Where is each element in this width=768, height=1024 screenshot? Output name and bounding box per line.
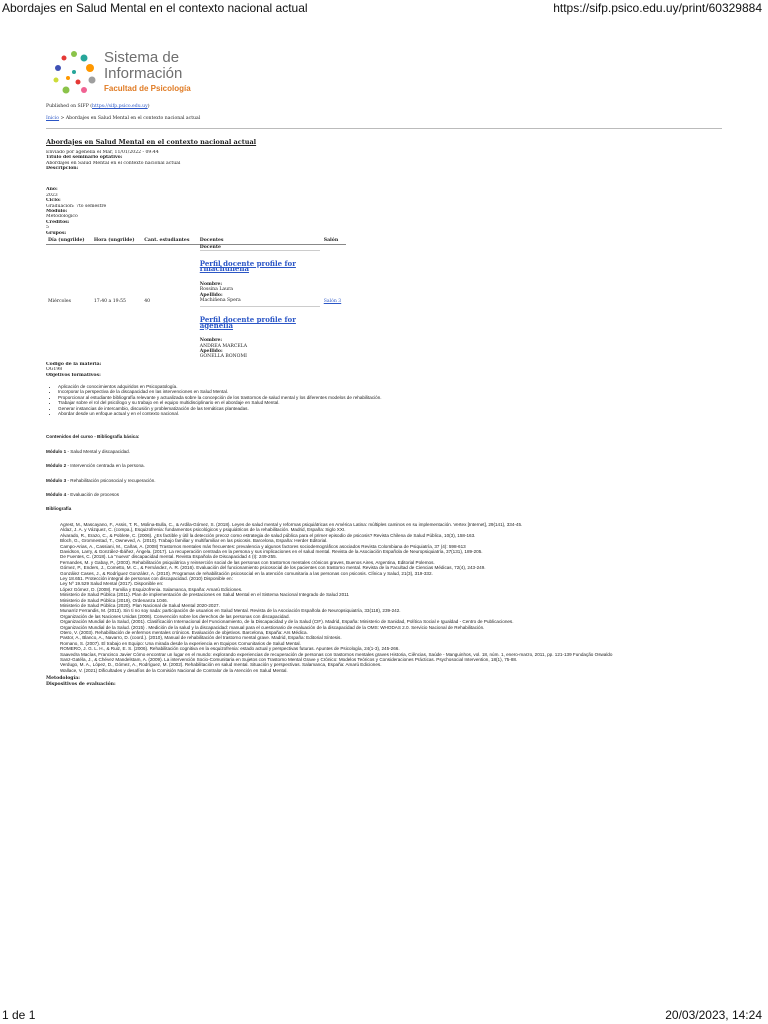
bibliografia-item: 9. Gómez, P., Enders, J., Cometto, M. C., & Fernández, A. R. (2016). Evaluación del funcionamiento psicosocial de los pacientes con trastorno mental. Revista de la Facultad de Ciencias Médicas, 72(4), 243-249. xyxy=(60,565,722,570)
cell-docentes xyxy=(198,244,322,360)
modulo-3 xyxy=(46,478,722,483)
bibliografia-item: 21. Otero, V. (2003). Rehabilitación de enfermos mentales crónicos. Evaluación de objetivos. Barcelona, España: Ars Médica. xyxy=(60,630,722,635)
breadcrumb-home-link[interactable]: Inicio xyxy=(46,116,60,122)
print-page-title: Abordajes en Salud Mental en el contexto nacional actual xyxy=(2,1,308,15)
print-header xyxy=(0,0,768,18)
logo-dot xyxy=(76,80,81,85)
creditos-label: Créditos: xyxy=(46,219,70,225)
bibliografia-label: Bibliografía xyxy=(46,506,72,512)
modulo-1 xyxy=(46,449,722,454)
modulo-3-key: Módulo 3 xyxy=(46,477,67,483)
metodologia-label: Metodología: xyxy=(46,676,80,682)
codigo-label: Código de la materia: xyxy=(46,361,102,367)
modulo-value: Metodológico xyxy=(46,214,78,220)
bibliografia-item: 18. Organización de las Naciones Unidas (2006). Convención sobre los derechos de las personas con discapacidad. xyxy=(60,614,722,619)
logo-dots-icon xyxy=(48,48,100,96)
logo-dot xyxy=(55,65,61,71)
objetivo-item: • Incorporar la perspectiva de la discapacidad en las intervenciones en Salud Mental. xyxy=(58,389,722,394)
bibliografia-list xyxy=(46,522,722,673)
logo-dot xyxy=(72,70,76,74)
salon-link[interactable]: Salón 3 xyxy=(323,299,342,305)
bibliografia-item: 28. Wallace, V. (2021) Dificultades y desafíos de la Comisión Nacional de Contralor de la Atención en Salud Mental. xyxy=(60,668,722,673)
col-hora: Hora (ungrilde) xyxy=(92,238,142,244)
modulo-1-text: - Salud Mental y discapacidad. xyxy=(66,448,131,454)
bibliografia-item: 7. De Fuentes, C. (2018). La "nueva" discapacidad mental. Revista Española de Discapacidad 4 (I): 249-255. xyxy=(60,554,722,559)
logo-line-2: Información xyxy=(104,65,183,82)
bibliografia-item: 3. Alvarado, R., Erazo, C., & Poblete, C. (2006). ¿Es factible y útil la detección precoz como estrategia de salud pública para el primer episodio de psicosis? Revista Chilena de Salud Pública, 10(3), 158-163. xyxy=(60,533,722,538)
modulo-4 xyxy=(46,492,722,497)
bibliografia-item: 4. Bloch, G., Gromnestad, T., Owneved, A. (2010). Trabajo familiar y multifamiliar en las psicosis. Barcelona, España: Herder Editorial. xyxy=(60,538,722,543)
course-title: Abordajes en Salud Mental en el contexto nacional actual xyxy=(46,137,257,146)
course-meta xyxy=(46,150,722,236)
bibliografia-item: 26. Sanz-Gatéla, J., & Chévez Mandelstam, A. (2009). La intervención Socio-Comunitaria en Sujetos con Trastorno Mental Grave y Crónico: Modelos Teóricos y Consideraciones Prácticas. Psychosocial Intervention, 18(1), 75-88. xyxy=(60,657,722,662)
metodologia-block xyxy=(46,676,722,687)
objetivo-item: • Generar instancias de intercambio, discusión y problematización de las temáticas planteadas. xyxy=(58,406,722,411)
logo-dot xyxy=(89,77,96,84)
docente-1-apellido-label: Apellido: xyxy=(199,292,223,298)
site-logo xyxy=(46,44,722,102)
bibliografia-item: 14. Ministerio de Salud Pública (2011). Plan de implementación de prestaciones en Salud Mental en el Sistema Nacional Integrado de Salud 2011 xyxy=(60,592,722,597)
logo-dot xyxy=(66,76,70,80)
contenidos xyxy=(46,434,722,511)
codigo-value: OG198 xyxy=(46,367,63,373)
modulo-2-key: Módulo 2 xyxy=(46,463,67,469)
logo-dot xyxy=(81,55,88,62)
sent-by: Enviado por agenella el Mar, 11/01/2022 - 09:44 xyxy=(46,149,159,155)
objetivos-list xyxy=(46,384,722,416)
modulo-2 xyxy=(46,463,722,468)
docente-2-nombre: ANDREA MARCELA xyxy=(199,343,248,349)
logo-line-1: Sistema de xyxy=(104,49,180,66)
divider xyxy=(46,128,722,129)
creditos-value: 5 xyxy=(46,225,49,231)
docente-1-nombre: Rossina Laura xyxy=(199,287,233,293)
logo-dot xyxy=(62,56,67,61)
ciclo-value: Graduación: 7to semestre xyxy=(46,203,107,209)
groups-table xyxy=(46,238,346,360)
docente-2-apellido-label: Apellido: xyxy=(199,348,223,354)
docente-profile-link-1[interactable]: Perfil docente profile for rmachunena xyxy=(199,258,296,274)
bibliografia-item: 12. Ley Nº 19.529 Salud Mental (2017). Disponible en: xyxy=(60,581,722,586)
docente-2-apellido: GONELLA BONOMI xyxy=(199,354,247,360)
bibliografia-item: 11. Ley 18.651. Protección integral de personas con discapacidad. (2010) Disponible en: xyxy=(60,576,722,581)
cell-hora: 17:40 a 19:55 xyxy=(93,299,126,305)
logo-line-3: Facultad de Psicología xyxy=(104,84,191,93)
logo-dot xyxy=(63,87,70,94)
objetivo-item: • Proporcionar al estudiante bibliografía relevante y actualizada sobre la concepción de los trastornos de salud mental y los diferentes modelos de rehabilitación. xyxy=(58,395,722,400)
codigo-block xyxy=(46,362,722,378)
page-number: 1 de 1 xyxy=(2,1008,36,1022)
bibliografia-item: 27. Verdugo, M. A., López, D., Gómez, A., Rodríguez, M. (2002). Rehabilitación en salud mental. Situación y perspectivas. Salamanca, España: Amarú Ediciones. xyxy=(60,662,722,667)
print-footer xyxy=(0,1006,768,1024)
descripcion-value xyxy=(46,171,722,187)
objetivo-item: • Aplicación de conocimientos adquiridos en Psicopatología. xyxy=(58,384,722,389)
objetivos-label: Objetivos formativos: xyxy=(46,372,101,378)
logo-dot xyxy=(86,64,94,72)
published-prefix: Published on SIFP ( xyxy=(46,104,93,109)
bibliografia-item: 22. Pastor, A., Blanco, A., Navarro, D. (coord.). (2010), Manual de rehabilitación del trastorno mental grave. Madrid, España: Editorial Síntesis. xyxy=(60,635,722,640)
docente-1-nombre-label: Nombre: xyxy=(199,281,223,287)
document-page xyxy=(46,44,722,1004)
docente-2-nombre-label: Nombre: xyxy=(199,338,223,344)
bibliografia-item: 23. Romano, S. (2007). El trabajo en Equipo: Una mirada desde la experiencia en Equipos Comunitarios de Salud Mental. xyxy=(60,641,722,646)
bibliografia-item: 5. Campo-Arias, A., Cassiani, M., Cañas, A. (2008) Trastornos mentales más frecuentes: prevalencia y algunos factores sociodemográficos asociados Revista Colombiana de Psiquiatría, 37 (4): 598-613 xyxy=(60,544,722,549)
published-on xyxy=(46,104,722,109)
docente-profile-link-2[interactable]: Perfil docente profile for agenella xyxy=(199,315,296,330)
breadcrumb xyxy=(46,116,722,121)
dispositivos-label: Dispositivos de evaluación: xyxy=(46,681,116,687)
cell-dia: Miércoles xyxy=(48,299,71,305)
docente-1-apellido: Machiñena Spera xyxy=(199,297,241,303)
breadcrumb-rest: > Abordajes en Salud Mental en el contexto nacional actual xyxy=(59,116,201,122)
objetivo-item: • Trabajar sobre el rol del psicólogo y su trabajo en el equipo multidisciplinario en el abordaje en Salud Mental. xyxy=(58,400,722,405)
col-salon: Salón xyxy=(322,238,346,244)
titulo-label: Título del seminario optativo: xyxy=(46,155,123,161)
bibliografia-item: 20. Organización Mundial de la Salud. (2015) . Medición de la salud y la discapacidad: manual para el cuestionario de evaluación de la discapacidad de la OMS: WHODAS 2.0. Servicio Nacional de Rehabilitación. xyxy=(60,625,722,630)
bibliografia-item: 10. González Cases, J., & Rodríguez González, A. (2010). Programas de rehabilitación psicosocial en la atención comunitaria a las personas con psicosis. Clínica y Salud, 21(3), 319-332. xyxy=(60,571,722,576)
modulo-4-text: - Evaluación de procesos xyxy=(66,492,120,498)
bibliografia-item: 19. Organización Mundial de la Salud, (2001). Clasificación Internacional del Funcionamiento, de la Discapacidad y de la Salud (CIF). Madrid, España: Ministerio de Sanidad, Política Social e Igualdad - Centro de Publicaciones. xyxy=(60,619,722,624)
bibliografia-item: 24. ROMERO, J. G. L. H., & Ruiz, E. S. (2006). Rehabilitación cognitiva en la esquizofrenia: estado actual y perspectivas futuras. Apuntes de Psicología, 24(1-3), 245-266. xyxy=(60,646,722,651)
table-row xyxy=(46,244,346,360)
bibliografia-item: 16. Ministerio de Salud Pública (2020). Plan Nacional de Salud Mental 2020-2027. xyxy=(60,603,722,608)
docente-separator xyxy=(200,306,320,307)
col-dia: Día (ungrilde) xyxy=(46,238,92,244)
modulo-4-key: Módulo 4 xyxy=(46,492,67,498)
titulo-value: Abordajes en Salud Mental en el contexto nacional actual xyxy=(46,160,181,166)
anio-value: 2023 xyxy=(46,192,58,198)
print-url: https://sifp.psico.edu.uy/print/60329884 xyxy=(553,1,762,15)
bibliografia-item: 15. Ministerio de Salud Pública (2019), Ordenanza 1046. xyxy=(60,598,722,603)
bibliografia-item: 2. Aldaz, J. A. y Vázquez, C. (compa.), Esquizofrenia: fundamentos psicológicos y psiquiátricos de la rehabilitación. Madrid, España: Siglo XXI. xyxy=(60,527,722,532)
col-cant: Cant. estudiantes xyxy=(142,238,198,244)
bibliografia-item: 6. Davidson, Larry, & González-Ibáñez, Ángela. (2017). La recuperación centrada en la persona y sus implicaciones en el salud mental. Revista de la Asociación Española de Neuropsiquiatría, 37(131), 189-205. xyxy=(60,549,722,554)
bibliografia-item: 25. Saavedra Macías, Francisco Javier Cómo encontrar un lugar en el mundo: explorando experiencias de recuperación de personas con trastornos mentales graves Historia, Ciências, Saúde - Manguinhos, vol. 18, núm. 1, enero-marzo, 2011, pp. 121-139 Fundação Oswaldo xyxy=(60,652,722,657)
modulo-label: Módulo: xyxy=(46,209,68,215)
modulo-2-text: - Intervención centrada en la persona. xyxy=(66,463,145,469)
site-link[interactable]: https://sifp.psico.edu.uy xyxy=(92,104,148,109)
bibliografia-item: 13. López Gómez, D. (2008). Familia y Esquizofrenia. Salamanca, España: Amarú Ediciones. xyxy=(60,587,722,592)
bibliografia-item: 1. Agrest, M., Mascayano, F., Assis, T. R., Molina-Bulla, C., & Ardila-Gómez, S. (2018). Leyes de salud mental y reformas psiquiátricas en América Latina: múltiples caminos en su implementación. Vertex [Internet], 29(141), 334-45. xyxy=(60,522,722,527)
logo-dot xyxy=(81,87,87,93)
logo-dot xyxy=(54,78,59,83)
contenidos-label: Contenidos del curso - Bibliografía básica: xyxy=(46,434,140,440)
col-docentes: Docentes xyxy=(198,238,322,244)
print-datetime: 20/03/2023, 14:24 xyxy=(665,1008,762,1022)
anio-label: Año: xyxy=(46,187,58,193)
logo-dot xyxy=(71,51,77,57)
grupos-label: Grupos: xyxy=(46,230,67,236)
published-suffix: ) xyxy=(147,104,150,109)
objetivo-item: • Abordar desde un enfoque actual y en el contexto nacional. xyxy=(58,411,722,416)
docente-header: Docente xyxy=(200,245,320,251)
bibliografia-item: 17. Munarriz Ferrandis, M. (2013). Sin ti no soy nada: participación de usuarios en Salud Mental. Revista de la Asociación Española de Neuropsiquiatría, 33(118), 239-242. xyxy=(60,608,722,613)
cell-cant: 40 xyxy=(144,299,151,305)
descripcion-label: Descripción: xyxy=(46,166,79,172)
bibliografia-item: 8. Fernandes, M. y Gabay, P., (2003). Rehabilitación psiquiátrica y reinserción social de las personas con trastornos mentales crónicos graves, Buenos Aires, Argentina, Editorial Polemos. xyxy=(60,560,722,565)
modulo-3-text: - Rehabilitación psicosocial y recuperación. xyxy=(66,477,156,483)
modulo-1-key: Módulo 1 xyxy=(46,448,67,454)
ciclo-label: Ciclo: xyxy=(46,198,61,204)
